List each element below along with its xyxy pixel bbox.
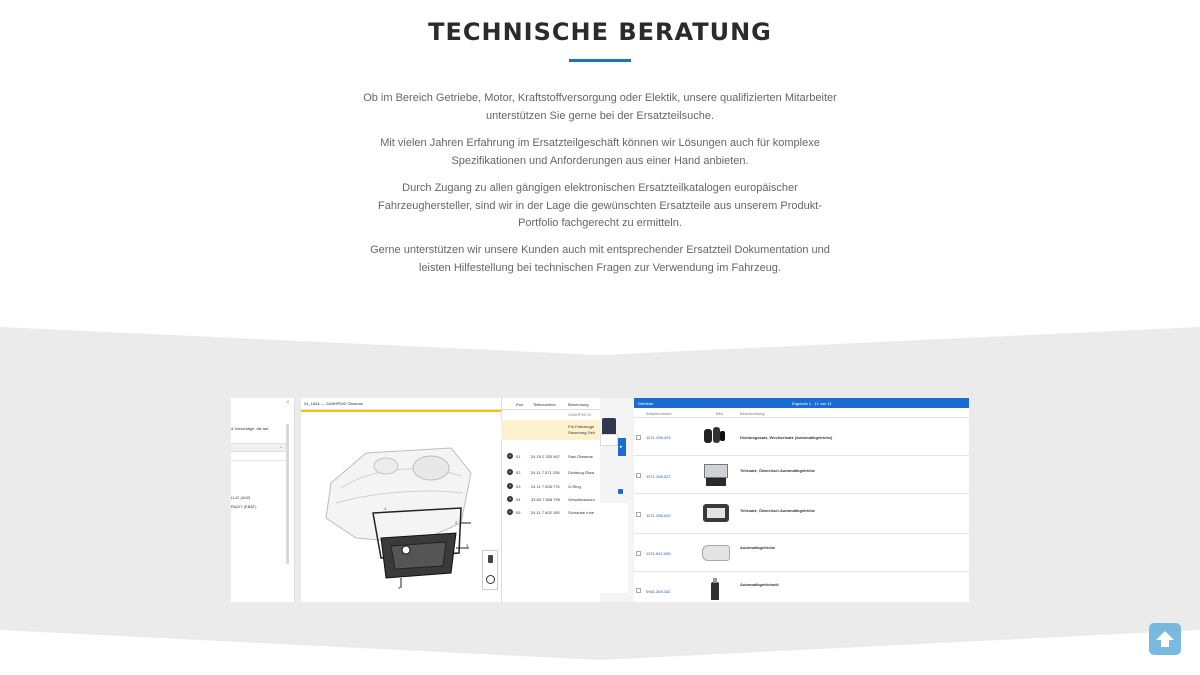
paragraph-2: Mit vielen Jahren Erfahrung im Ersatzteilgeschäft können wir Lösungen auch für komplexe Spezifikationen und Anforderungen aus einer Hand anbieten. [380,137,820,167]
callout-2: 2 [455,520,458,525]
shot1-text-2: LLIC (A02) [231,495,251,500]
row-4-number[interactable]: 1071.842.005 [646,551,671,556]
row-4-pos: 04 [516,497,521,502]
section-title: TECHNISCHE BERATUNG [428,18,772,46]
info-icon[interactable]: i [507,509,513,515]
info-icon[interactable]: i [507,496,513,502]
row-checkbox[interactable] [636,512,641,517]
row-5-pos: 05 [516,510,521,515]
bar-center-text: Ergebnis 1 - 11 von 11 [792,401,832,406]
back-to-top-button[interactable] [1149,623,1181,655]
result-row[interactable] [634,494,969,534]
row-2-desc: Teilesatz, Ölwechsel-Automatikgetriebe [740,468,816,473]
callout-3: 3 [466,543,469,548]
sliver-list [600,503,628,593]
note-2: Für Fahrzeuge [568,424,595,429]
shot1-text-3: RAZIT (EBAT) [231,504,257,509]
row-1-bez: Satz Ölwanne [568,454,593,459]
row-checkbox[interactable] [636,588,641,593]
info-icon[interactable]: i [507,483,513,489]
paragraph-4: Gerne unterstützen wir unsere Kunden auch mit entsprechender Ersatzteil Dokumentation und leisten Hilfestellung bei technischen Fragen zur Verwendung im Fahrzeug. [370,244,830,274]
bar-left-text: Getriebe [638,401,654,406]
row-checkbox[interactable] [636,551,641,556]
info-icon[interactable]: i [507,453,513,459]
catalog-screenshot-diagram [301,398,600,602]
result-row[interactable] [634,534,969,572]
transmission-diagram [311,438,496,598]
parts-inset [482,550,498,590]
row-2-nr: 24 11 7 571 235 [531,470,560,475]
row-1-nr: 24 15 2 333 907 [531,454,560,459]
scrollbar [286,424,289,564]
col-artikelnummer: Artikelnummer [646,411,672,416]
row-3-nr: 24 11 7 628 774 [531,484,560,489]
row-1-number[interactable]: 1071.298.043 [646,435,671,440]
row-5-nr: 24 11 7 602 195 [531,510,560,515]
paragraph-1: Ob im Bereich Getriebe, Motor, Kraftstoffversorgung oder Elektik, unsere qualifizierten Mitarbeiter unterstützen Sie gerne bei der Ersatzteilsuche. [363,92,837,122]
col-teilenummer: Teilenummer [533,402,556,407]
result-row[interactable] [634,456,969,494]
row-3-number[interactable]: 1071.298.029 [646,513,671,518]
paragraph-3: Durch Zugang zu allen gängigen elektronischen Ersatzteilkatalogen europäischer Fahrzeughersteller, sind wir in der Lage die gewünschten Ersatzteile aus unserem Produkt-Portfolio fachgerecht zu ermitteln. [378,182,822,229]
row-5-number[interactable]: 0961.308.182 [646,589,671,594]
row-1-desc: Dichtungssatz, Wechselsatz (Automatikgetriebe) [740,435,833,440]
note-1: GA8HP50 Öl [568,412,592,417]
row-5-bez: Schraube Inne [568,510,595,515]
arrow-up-icon [1149,623,1181,655]
callout-1: 1 [384,506,387,511]
row-4-bez: Verschlussschr [568,497,595,502]
row-3-pos: 03 [516,484,521,489]
catalog-screenshot-sliver [600,398,634,602]
col-beschreibung: Beschreibung [740,411,765,416]
row-1-pos: 01 [516,454,521,459]
chevron-down-icon: ⌄ [279,444,283,449]
row-4-image [700,540,732,566]
title-underline [569,59,631,62]
row-5-desc: Automatikgetriebeöl [740,582,779,587]
row-5-image [710,578,720,600]
close-icon: × [286,400,290,406]
row-2-pos: 02 [516,470,521,475]
col-bild: Bild [716,411,723,416]
results-header [634,408,969,418]
diagram-title: 24_1844 — GA8HP50Z Ölwanne [304,401,364,406]
info-icon[interactable]: i [507,469,513,475]
row-3-desc: Teilesatz, Ölwechsel-Automatikgetriebe [740,508,816,513]
row-checkbox[interactable] [636,435,641,440]
row-4-nr: 33 60 7 508 799 [531,497,560,502]
row-checkbox[interactable] [636,473,641,478]
callout-4: 4 [398,585,401,590]
play-icon: ▸ [620,444,623,450]
row-2-bez: Dichtung Ölwa [568,470,595,475]
note-3: Steuerung Geh [568,430,596,435]
row-3-image [702,502,730,526]
row-1-image [704,425,726,447]
row-3-bez: O-Ring [568,484,581,489]
col-benennung: Benennung [568,402,589,407]
technical-advice-section [0,0,1200,330]
shot1-text-1: d Vorschläge, die auf [231,426,269,431]
row-2-image [702,462,730,488]
lock-icon [618,489,623,494]
row-4-desc: Automatikgetriebe [740,545,776,550]
catalog-screenshot-results [634,398,969,602]
row-2-number[interactable]: 1071.298.027 [646,474,671,479]
catalog-screenshot-left [231,398,295,602]
diagram-header-accent [301,410,501,412]
col-pos: Pos. [516,402,525,407]
input-box[interactable] [600,434,618,446]
divider [231,460,289,461]
